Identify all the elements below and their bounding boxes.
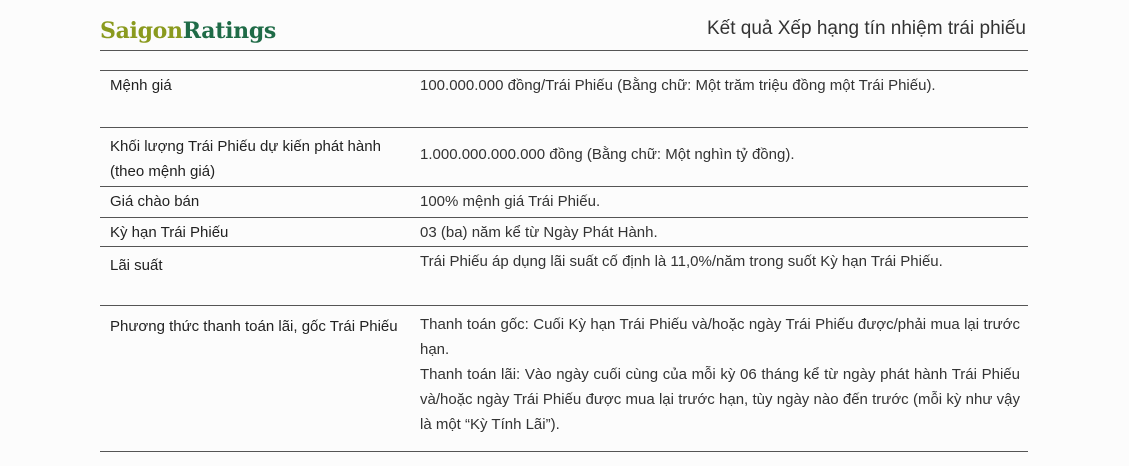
table-row-gia-chao-ban [100, 187, 1028, 218]
row-value [408, 71, 1028, 127]
row-value-text: 100.000.000 đồng/Trái Phiếu (Bằng chữ: Một trăm triệu đồng một Trái Phiếu). [420, 77, 936, 94]
row-value-text: Trái Phiếu áp dụng lãi suất cố định là 11,0%/năm trong suốt Kỳ hạn Trái Phiếu. [420, 253, 943, 270]
logo-part-saigon: Saigon [100, 18, 183, 44]
interest-payment-text: Thanh toán lãi: Vào ngày cuối cùng của mỗi kỳ 06 tháng kể từ ngày phát hành Trái Phiếu và/hoặc ngày Trái Phiếu được mua lại trước hạn, tùy ngày nào đến trước (mỗi kỳ như vậy là một “Kỳ Tính Lãi”). [420, 366, 1020, 433]
document-title: Kết quả Xếp hạng tín nhiệm trái phiếu [706, 18, 1026, 39]
row-value-text: 03 (ba) năm kể từ Ngày Phát Hành. [420, 224, 658, 241]
row-value [408, 306, 1028, 451]
row-label: Khối lượng Trái Phiếu dự kiến phát hành (theo mệnh giá) [110, 138, 381, 180]
table-row-lai-suat [100, 247, 1028, 306]
row-label: Giá chào bán [110, 193, 200, 210]
row-label: Mệnh giá [110, 77, 172, 94]
row-label: Lãi suất [110, 257, 163, 274]
row-label: Kỳ hạn Trái Phiếu [110, 224, 229, 241]
logo-part-ratings: Ratings [182, 18, 276, 44]
principal-payment-text: Thanh toán gốc: Cuối Kỳ hạn Trái Phiếu và/hoặc ngày Trái Phiếu được/phải mua lại trước hạn. [420, 316, 1020, 358]
table-row-phuong-thuc [100, 306, 1028, 452]
header-divider [100, 50, 1028, 51]
row-value [408, 128, 1028, 186]
table-row-menh-gia [100, 71, 1028, 128]
row-value [408, 187, 1028, 217]
page-header [100, 14, 1028, 48]
row-value-text: 100% mệnh giá Trái Phiếu. [420, 193, 601, 210]
table-row-khoi-luong [100, 128, 1028, 187]
row-value [408, 247, 1028, 305]
row-value-text: 1.000.000.000.000 đồng (Bằng chữ: Một nghìn tỷ đồng). [420, 146, 795, 163]
row-label: Phương thức thanh toán lãi, gốc Trái Phiếu [110, 318, 398, 335]
table-row-ky-han [100, 218, 1028, 247]
saigonratings-logo [100, 18, 276, 44]
bond-terms-table [100, 70, 1028, 452]
row-value [408, 218, 1028, 246]
